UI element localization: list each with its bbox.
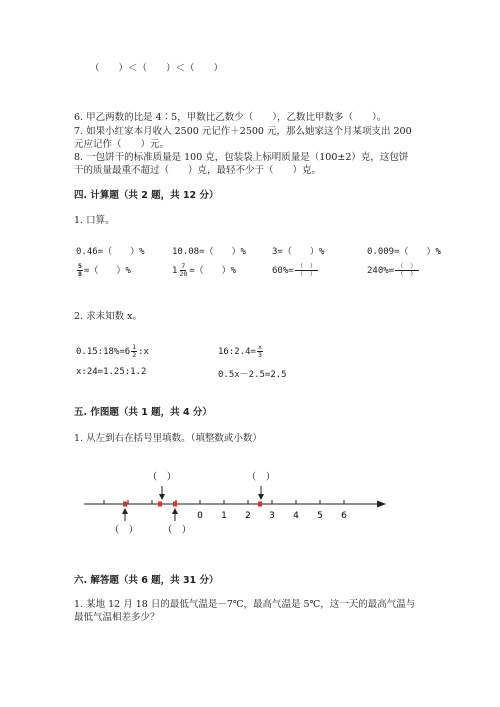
- paren-top-left: （ ）: [147, 472, 177, 483]
- up-arrow-left: [122, 508, 128, 521]
- answer-fraction-blank: （ ） （ ）: [296, 262, 317, 278]
- equation-2: 16:2.4= $\frac{x}{3}$: [218, 343, 262, 359]
- down-arrow-right: [258, 486, 264, 500]
- tick-label-1: 1: [221, 511, 227, 521]
- tick-label-2: 2: [245, 511, 251, 521]
- down-arrow-left: [159, 486, 165, 500]
- answer-fraction-blank: （ ） （ ）: [397, 262, 417, 278]
- section-6-q1-line2: 最低气温相差多少？: [74, 612, 160, 623]
- calc-3: 3=（ ）%: [272, 247, 325, 257]
- paren-bottom-right: （ ）: [162, 525, 192, 536]
- marked-point-1: [123, 502, 127, 507]
- tick-label-5: 5: [317, 511, 323, 521]
- section-4-q2: 2. 求未知数 x。: [74, 311, 142, 322]
- marked-point-3: [173, 502, 177, 507]
- calc-one-seven-twentieths: 1 $\frac{7}{20}$ =（ ）%: [172, 262, 237, 278]
- fraction-seven-twentieths: $\frac{7}{20}$: [179, 262, 188, 278]
- number-line-figure: [0, 462, 500, 542]
- tick-label-4: 4: [293, 511, 299, 521]
- fraction-x-thirds: $\frac{x}{3}$: [257, 343, 262, 359]
- calc-60-percent: 60%= （ ） （ ）: [272, 262, 317, 278]
- calc-0.46: 0.46=（ ）%: [76, 247, 145, 257]
- calc-240-percent: 240%= （ ） （ ）: [367, 262, 417, 278]
- fraction-five-eighths: $\frac{5}{8}$: [78, 262, 82, 278]
- calc-10.08: 10.08=（ ）%: [172, 247, 246, 257]
- section-5-q1: 1. 从左到右在括号里填数。（填整数或小数）: [74, 433, 262, 444]
- number-line-ticks: [104, 500, 344, 504]
- question-8-line2: 干的质量最重不超过（ ）克，最轻不少于（ ）克。: [74, 165, 322, 176]
- section-4-q1: 1. 口算。: [74, 215, 115, 226]
- calc-five-eighths: $\frac{5}{8}$ =（ ）%: [78, 262, 131, 278]
- tick-label-6: 6: [341, 511, 347, 521]
- section-5-heading: 五. 作图题（共 1 题，共 4 分）: [74, 407, 212, 418]
- marked-point-2: [158, 502, 162, 507]
- tick-label-0: 0: [197, 511, 203, 521]
- question-6: 6. 甲乙两数的比是 4∶5，甲数比乙数少（ ），乙数比甲数多（ ）。: [74, 112, 387, 123]
- order-question: （ ）＜（ ）＜（ ）: [90, 63, 224, 74]
- paren-bottom-left: （ ）: [109, 525, 139, 536]
- question-7-line2: 元应记作（ ）元。: [74, 139, 170, 150]
- paren-top-right: （ ）: [246, 472, 276, 483]
- number-line-arrowhead: [377, 501, 386, 508]
- tick-label-3: 3: [269, 511, 275, 521]
- equation-3: x:24=1.25:1.2: [76, 367, 147, 377]
- fraction-one-half: $\frac{1}{2}$: [132, 343, 137, 359]
- question-7-line1: 7. 如果小红家本月收入 2500 元记作＋2500 元，那么她家这个月某项支出 200: [74, 126, 412, 137]
- section-6-q1-line1: 1. 某地 12 月 18 日的最低气温是－7℃，最高气温是 5℃，这一天的最高气温与: [74, 599, 416, 610]
- question-8-line1: 8. 一包饼干的标准质量是 100 克，包装袋上标明质量是（100±2）克，这包饼: [74, 152, 409, 163]
- equation-1: 0.15:18%=6 $\frac{1}{2}$ :x: [76, 343, 149, 359]
- up-arrow-right: [172, 508, 178, 521]
- equation-4: 0.5x－2.5=2.5: [218, 370, 287, 380]
- calc-0.009: 0.009=（ ）%: [367, 247, 441, 257]
- section-4-heading: 四. 计算题（共 2 题，共 12 分）: [74, 190, 219, 201]
- marked-point-4: [258, 502, 262, 507]
- section-6-heading: 六. 解答题（共 6 题，共 31 分）: [74, 575, 219, 586]
